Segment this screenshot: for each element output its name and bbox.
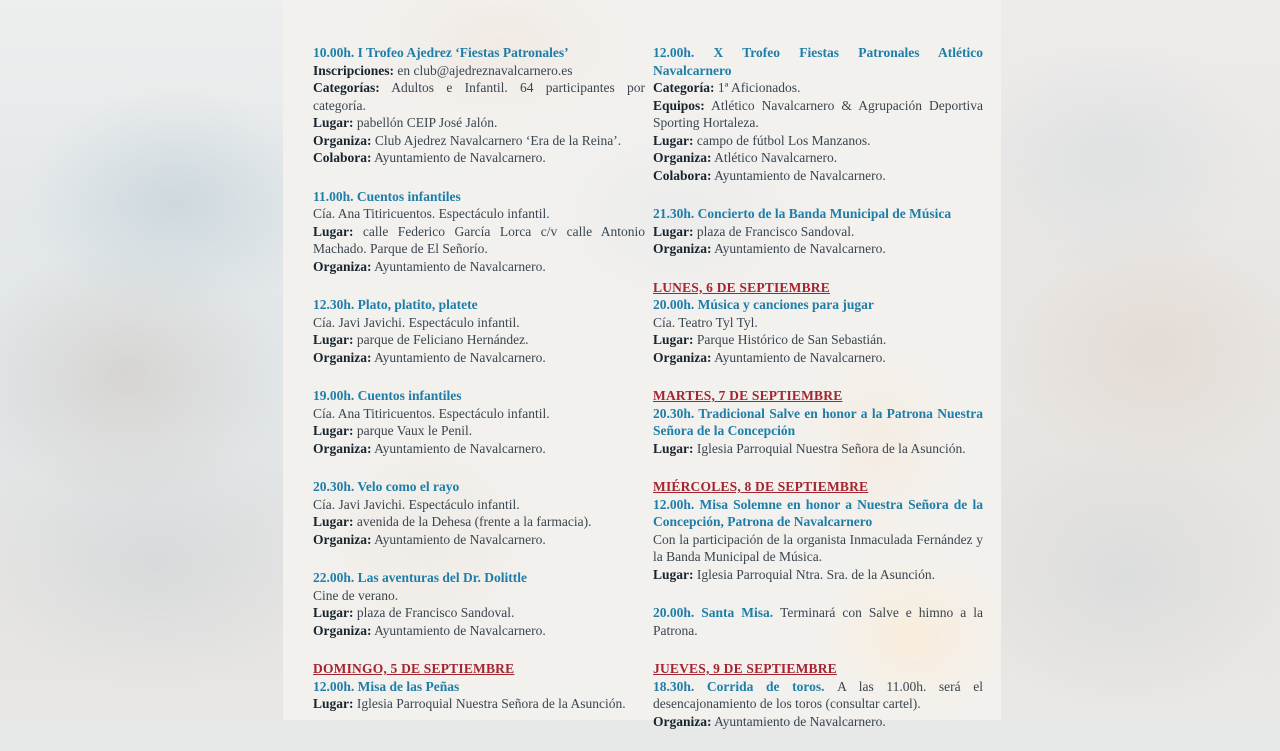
event-block	[313, 188, 645, 276]
field-value: Adultos e Infantil. 64 participantes por categoría.	[313, 80, 645, 113]
event-title	[313, 569, 645, 587]
event-detail-line	[313, 79, 645, 114]
event-title-text: 12.00h. X Trofeo Fiestas Patronales Atlético Navalcarnero	[653, 45, 983, 78]
event-detail-line	[313, 587, 645, 605]
field-value: Iglesia Parroquial Nuestra Señora de la Asunción.	[696, 440, 966, 456]
event-title	[653, 604, 983, 639]
field-value: Con la participación de la organista Inmaculada Fernández y la Banda Municipal de Música.	[653, 531, 983, 564]
event-detail-line	[653, 240, 983, 258]
event-detail-line	[313, 695, 645, 713]
field-value: Parque Histórico de San Sebastián.	[696, 332, 887, 347]
field-value: Ayuntamiento de Navalcarnero.	[374, 349, 546, 365]
field-value: parque de Feliciano Hernández.	[356, 332, 529, 347]
event-detail-line	[313, 62, 645, 80]
event-title	[653, 678, 983, 713]
event-detail-line	[313, 496, 645, 514]
field-value: Ayuntamiento de Navalcarnero.	[714, 713, 886, 729]
field-label: Organiza:	[313, 531, 372, 547]
day-header: MIÉRCOLES, 8 DE SEPTIEMBRE	[653, 479, 869, 494]
field-label: Lugar:	[313, 514, 354, 529]
event-title-text: 22.00h. Las aventuras del Dr. Dolittle	[313, 570, 528, 585]
event-detail-line	[653, 223, 983, 241]
field-label: Lugar:	[653, 440, 694, 456]
field-label: Organiza:	[313, 258, 372, 274]
field-label: Categoría:	[653, 80, 715, 95]
background-blur-left	[0, 0, 283, 720]
field-value: pabellón CEIP José Jalón.	[356, 115, 498, 130]
event-block	[653, 279, 983, 367]
event-detail-line	[653, 314, 983, 332]
field-value: Cía. Javi Javichi. Espectáculo infantil.	[313, 314, 520, 330]
event-detail-line	[313, 314, 645, 332]
event-detail-line	[653, 132, 983, 150]
event-title	[313, 678, 645, 696]
field-value: Ayuntamiento de Navalcarnero.	[714, 241, 886, 256]
day-header: DOMINGO, 5 DE SEPTIEMBRE	[313, 661, 515, 676]
field-value: campo de fútbol Los Manzanos.	[696, 132, 871, 148]
field-label: Lugar:	[313, 423, 354, 438]
event-title-text: 19.00h. Cuentos infantiles	[313, 388, 462, 403]
event-title	[653, 496, 983, 531]
field-label: Lugar:	[313, 605, 354, 620]
event-title-note: Terminará con Salve e himno a la Patrona.	[653, 605, 983, 638]
field-label: Inscripciones:	[313, 62, 394, 78]
field-label: Lugar:	[313, 223, 354, 239]
event-title	[653, 296, 983, 314]
event-title	[653, 205, 983, 223]
field-label: Equipos:	[653, 97, 705, 113]
field-label: Lugar:	[653, 223, 694, 239]
field-label: Colabora:	[313, 150, 372, 165]
field-value: Ayuntamiento de Navalcarnero.	[714, 167, 886, 183]
field-value: Ayuntamiento de Navalcarnero.	[374, 258, 546, 274]
field-value: en club@ajedreznavalcarnero.es	[397, 62, 573, 78]
event-detail-line	[653, 349, 983, 367]
field-value: Cía. Javi Javichi. Espectáculo infantil.	[313, 496, 520, 512]
event-block	[653, 604, 983, 639]
event-detail-line	[313, 223, 645, 258]
event-block	[653, 44, 983, 184]
field-label: Organiza:	[653, 713, 712, 729]
event-title-text: 20.00h. Música y canciones para jugar	[653, 297, 874, 312]
event-title-text: 11.00h. Cuentos infantiles	[313, 188, 461, 204]
event-title-text: 12.30h. Plato, platito, platete	[313, 297, 478, 312]
field-value: Cía. Teatro Tyl Tyl.	[653, 314, 758, 330]
field-value: parque Vaux le Penil.	[356, 423, 473, 438]
field-label: Organiza:	[653, 150, 712, 165]
event-detail-line	[313, 205, 645, 223]
event-detail-line	[653, 531, 983, 566]
event-detail-line	[313, 331, 645, 349]
event-detail-line	[653, 566, 983, 584]
day-header: MARTES, 7 DE SEPTIEMBRE	[653, 388, 843, 403]
field-value: Cine de verano.	[313, 587, 399, 603]
field-value: Ayuntamiento de Navalcarnero.	[714, 349, 886, 365]
event-detail-line	[313, 114, 645, 132]
event-detail-line	[653, 713, 983, 731]
field-value: Iglesia Parroquial Ntra. Sra. de la Asunción.	[696, 566, 935, 582]
field-value: avenida de la Dehesa (frente a la farmacia).	[356, 514, 592, 529]
field-value: Ayuntamiento de Navalcarnero.	[374, 440, 546, 456]
event-block	[313, 478, 645, 548]
event-title	[653, 405, 983, 440]
event-detail-line	[313, 422, 645, 440]
event-detail-line	[313, 604, 645, 622]
field-label: Colabora:	[653, 167, 712, 183]
event-block	[313, 569, 645, 639]
field-label: Organiza:	[653, 349, 712, 365]
event-title	[313, 296, 645, 314]
event-title-text: 10.00h. I Trofeo Ajedrez ‘Fiestas Patronales’	[313, 45, 569, 60]
field-value: Ayuntamiento de Navalcarnero.	[374, 531, 546, 547]
field-label: Lugar:	[313, 332, 354, 347]
field-value: Cía. Ana Titiricuentos. Espectáculo infantil.	[313, 405, 550, 421]
event-title-text: 20.00h. Santa Misa.	[653, 605, 774, 620]
day-header: JUEVES, 9 DE SEPTIEMBRE	[653, 661, 837, 676]
field-value: Iglesia Parroquial Nuestra Señora de la Asunción.	[356, 696, 626, 711]
field-label: Lugar:	[653, 132, 694, 148]
day-header: LUNES, 6 DE SEPTIEMBRE	[653, 279, 830, 295]
event-block	[313, 296, 645, 366]
event-title	[313, 44, 645, 62]
field-value: Atlético Navalcarnero & Agrupación Deportiva Sporting Hortaleza.	[653, 97, 983, 130]
event-detail-line	[653, 97, 983, 132]
event-block	[653, 478, 983, 583]
event-detail-line	[313, 622, 645, 640]
program-column-left	[313, 44, 645, 734]
event-title	[313, 478, 645, 496]
field-value: plaza de Francisco Sandoval.	[696, 223, 855, 239]
event-detail-line	[313, 149, 645, 167]
event-detail-line	[653, 440, 983, 458]
field-value: Cía. Ana Titiricuentos. Espectáculo infantil.	[313, 206, 550, 221]
event-title-text: 12.00h. Misa de las Peñas	[313, 678, 460, 694]
background-blur-right	[1001, 0, 1280, 720]
field-label: Lugar:	[653, 332, 694, 347]
field-value: calle Federico García Lorca c/v calle Antonio Machado. Parque de El Señorío.	[313, 223, 646, 256]
field-value: 1ª Aficionados.	[717, 80, 801, 95]
event-title	[313, 188, 645, 206]
event-block	[313, 387, 645, 457]
field-label: Organiza:	[313, 622, 372, 638]
event-detail-line	[313, 258, 645, 276]
event-block	[653, 387, 983, 457]
event-detail-line	[313, 440, 645, 458]
event-title-note: A las 11.00h. será el desencajonamiento de los toros (consultar cartel).	[653, 678, 984, 711]
event-title-text: 21.30h. Concierto de la Banda Municipal de Música	[653, 206, 952, 221]
field-value: Ayuntamiento de Navalcarnero.	[374, 622, 546, 638]
event-title	[313, 387, 645, 405]
field-label: Lugar:	[313, 115, 354, 130]
field-value: Atlético Navalcarnero.	[714, 150, 838, 165]
event-detail-line	[653, 331, 983, 349]
field-label: Organiza:	[653, 241, 712, 256]
program-column-right	[653, 44, 983, 751]
event-detail-line	[653, 79, 983, 97]
event-block	[653, 205, 983, 258]
event-title-text: 12.00h. Misa Solemne en honor a Nuestra Señora de la Concepción, Patrona de Navalcarnero	[653, 496, 983, 529]
event-detail-line	[313, 405, 645, 423]
event-title	[653, 44, 983, 79]
field-label: Organiza:	[313, 132, 372, 148]
event-title-text: 20.30h. Velo como el rayo	[313, 479, 460, 494]
event-title-text: 20.30h. Tradicional Salve en honor a la Patrona Nuestra Señora de la Concepción	[653, 405, 983, 438]
event-detail-line	[653, 167, 983, 185]
event-detail-line	[313, 513, 645, 531]
field-value: plaza de Francisco Sandoval.	[356, 605, 515, 620]
field-value: Ayuntamiento de Navalcarnero.	[374, 150, 546, 165]
field-label: Lugar:	[653, 566, 694, 582]
event-block	[313, 660, 645, 713]
field-label: Categorías:	[313, 80, 380, 95]
field-value: Club Ajedrez Navalcarnero ‘Era de la Reina’.	[374, 132, 622, 148]
event-detail-line	[653, 149, 983, 167]
event-detail-line	[313, 531, 645, 549]
event-detail-line	[313, 349, 645, 367]
event-detail-line	[313, 132, 645, 150]
event-title-text: 18.30h. Corrida de toros.	[653, 678, 825, 694]
poster	[283, 0, 1001, 729]
field-label: Organiza:	[313, 349, 372, 365]
event-block	[313, 44, 645, 167]
field-label: Organiza:	[313, 440, 372, 456]
field-label: Lugar:	[313, 696, 354, 711]
